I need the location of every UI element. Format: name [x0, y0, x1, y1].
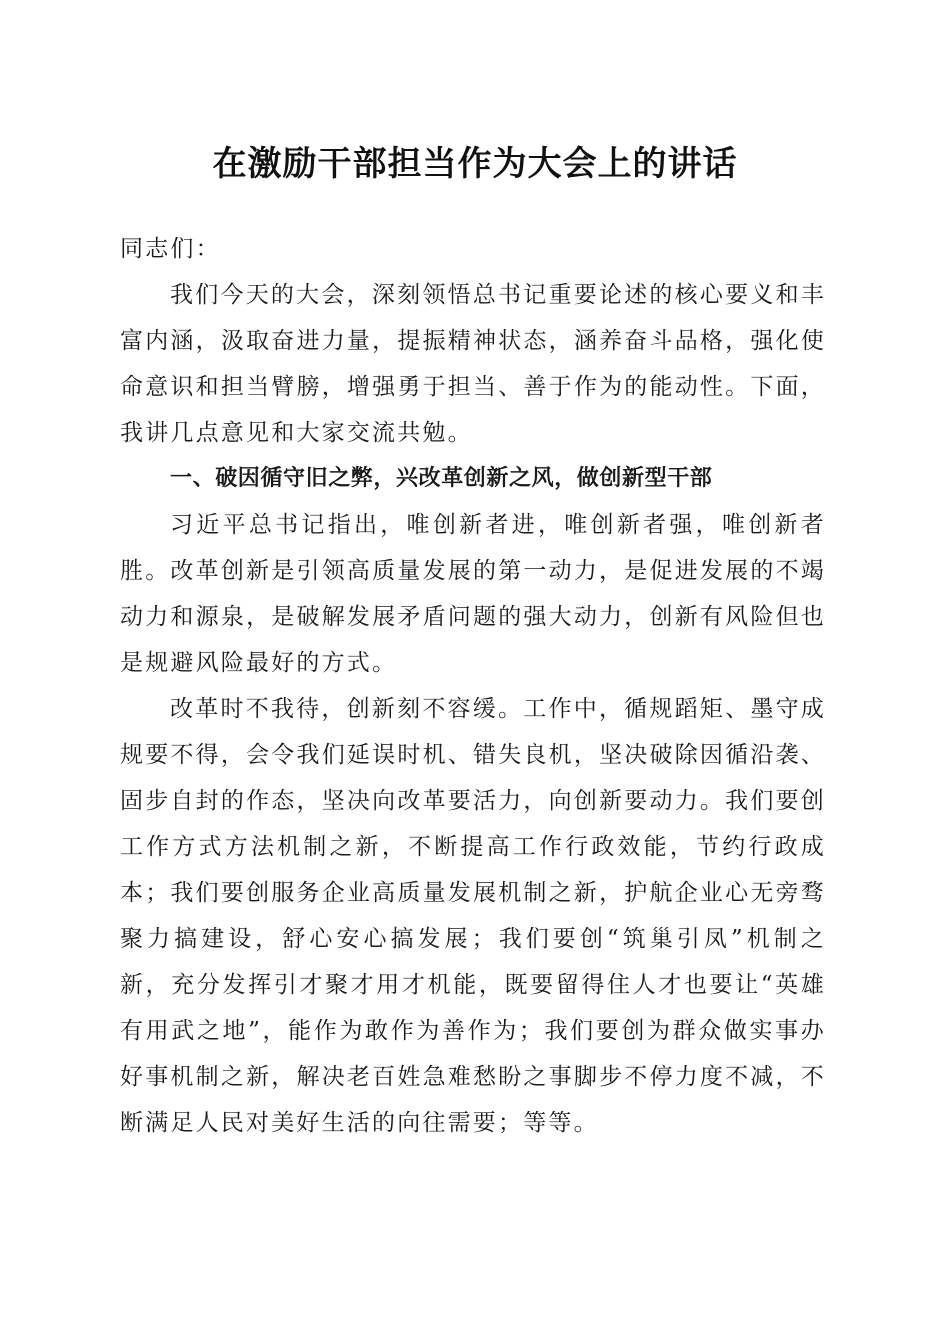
salutation: 同志们：	[120, 236, 221, 262]
section-paragraph-2: 改革时不我待，创新刻不容缓。工作中，循规蹈矩、墨守成规要不得，会令我们延误时机、错失良机，坚决破除因循沿袭、固步自封的作态，坚决向改革要活力，向创新要动力。我们要创工作方式方法机制之新，不断提高工作行政效能，节约行政成本；我们要创服务企业高质量发展机制之新，护航企业心无旁骛聚力搞建设，舒心安心搞发展；我们要创“筑巢引凤”机制之新，充分发挥引才聚才用才机能，既要留得住人才也要让“英雄有用武之地”，能作为敢作为善作为；我们要创为群众做实事办好事机制之新，解决老百姓急难愁盼之事脚步不停力度不减，不断满足人民对美好生活的向往需要；等等。	[120, 696, 826, 1136]
section-heading: 一、破因循守旧之弊，兴改革创新之风，做创新型干部	[170, 466, 713, 491]
document-title: 在激励干部担当作为大会上的讲话	[212, 144, 738, 184]
section-paragraph-1: 习近平总书记指出，唯创新者进，唯创新者强，唯创新者胜。改革创新是引领高质量发展的第一动力，是促进发展的不竭动力和源泉，是破解发展矛盾问题的强大动力，创新有风险但也是规避风险最好的方式。	[120, 512, 826, 676]
intro-paragraph: 我们今天的大会，深刻领悟总书记重要论述的核心要义和丰富内涵，汲取奋进力量，提振精神状态，涵养奋斗品格，强化使命意识和担当臂膀，增强勇于担当、善于作为的能动性。下面，我讲几点意见和大家交流共勉。	[120, 282, 826, 446]
document-body	[120, 226, 826, 1146]
